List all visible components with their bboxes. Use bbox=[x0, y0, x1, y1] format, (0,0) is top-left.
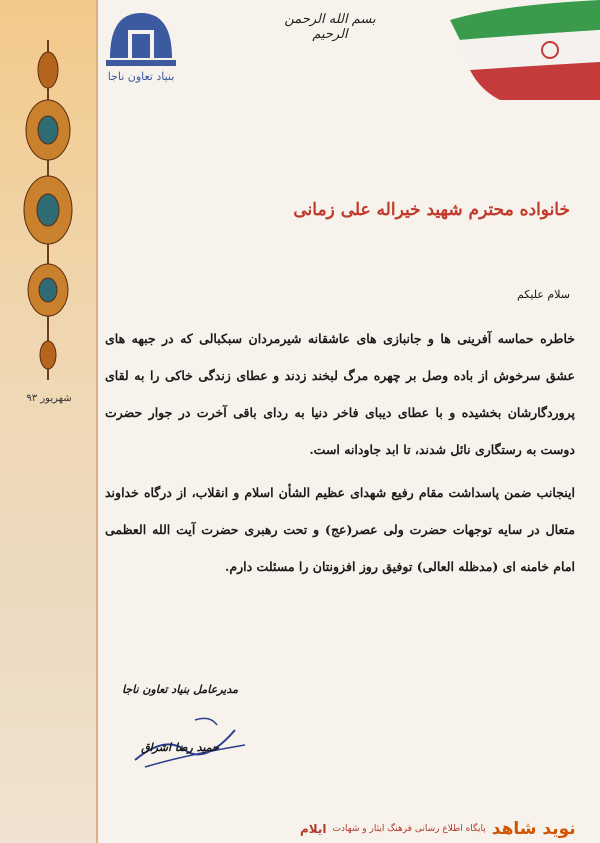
footer-text: پایگاه اطلاع رسانی فرهنگ ایثار و شهادت bbox=[332, 824, 486, 834]
paragraph-1: خاطره حماسه آفرینی ها و جانبازی های عاشقانه شیرمردان سبکبالی که در جبهه های عشق سرخوش از باده وصل بر چهره مرگ لبخند زدند و عطای زندگی خاکی را به لقای پروردگارشان بخشیده و با عطای دیبای فاخر دنیا به ردای باقی آخرت در جوار حضرت دوست به رستگاری نائل شدند، تا ابد جاودانه است. bbox=[105, 331, 575, 457]
signer-name: حمید رضا اشراق bbox=[141, 741, 219, 754]
paragraph-2: اینجانب ضمن پاسداشت مقام رفیع شهدای عظیم الشأن اسلام و انقلاب، از درگاه خداوند متعال در سایه توجهات حضرت ولی عصر(عج) و تحت رهبری حضرت آیت الله العظمی امام خامنه ای (مدظله العالی) توفیق روز افزونتان را مسئلت دارم. bbox=[105, 485, 575, 574]
footer-brand: ایلام bbox=[300, 822, 327, 836]
greeting: سلام علیکم bbox=[516, 288, 570, 301]
ornament-icon bbox=[18, 40, 78, 380]
iran-flag-icon bbox=[440, 0, 600, 100]
handwritten-signature-icon bbox=[125, 705, 255, 775]
signer-title: مدیرعامل بنیاد تعاون ناجا bbox=[121, 683, 239, 696]
logo-text: بنیاد تعاون ناجا bbox=[107, 70, 175, 83]
footer-watermark bbox=[300, 815, 600, 843]
letter-title: خانواده محترم شهید خیراله علی زمانی bbox=[293, 200, 570, 220]
basmala: بسم الله الرحمن الرحیم bbox=[284, 12, 376, 42]
footer-logo: نوید شاهد bbox=[491, 819, 576, 839]
letter-date: شهریور ۹۳ bbox=[26, 393, 72, 404]
